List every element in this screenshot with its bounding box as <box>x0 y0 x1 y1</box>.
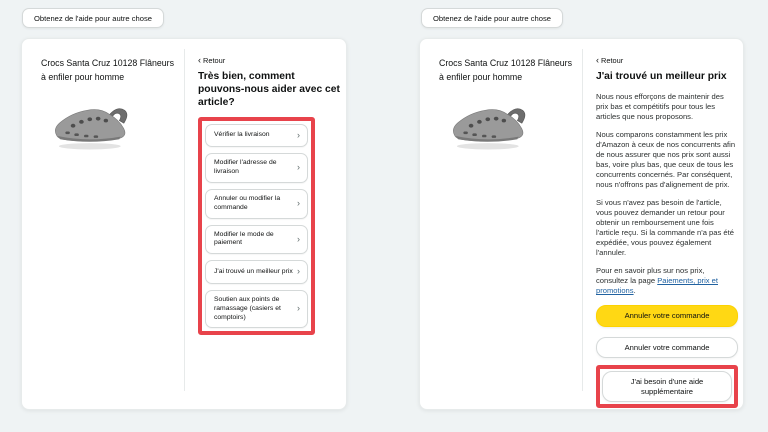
paragraph-learn-more <box>596 266 738 296</box>
chevron-right-icon: › <box>297 129 300 140</box>
chevron-right-icon: › <box>297 303 300 314</box>
back-link[interactable] <box>596 56 738 65</box>
option-cancel-modify-order[interactable]: Annuler ou modifier la commande › <box>205 189 308 219</box>
chevron-right-icon: › <box>297 266 300 277</box>
product-title: Crocs Santa Cruz 10128 Flâneurs à enfiler pour homme <box>439 58 572 83</box>
vertical-divider <box>582 49 583 391</box>
option-change-address[interactable]: Modifier l'adresse de livraison › <box>205 153 308 183</box>
paragraph-price-comparison: Nous comparons constamment les prix d'Amazon à ceux de nos concurrents afin de nous assurer que nos prix sont aussi bas, voire plus bas, que ceux de tous les concurrents concernés. Par conséquent, nous n'offrons pas d'alignement de prix. <box>596 130 736 190</box>
product-image-crocs-icon <box>51 100 135 159</box>
product-title: Crocs Santa Cruz 10128 Flâneurs à enfiler pour homme <box>41 58 174 83</box>
better-price-card <box>419 38 744 410</box>
cancel-order-primary-button[interactable]: Annuler votre commande <box>596 305 738 326</box>
product-summary <box>41 56 178 159</box>
get-help-other-button[interactable]: Obtenez de l'aide pour autre chose <box>22 8 164 28</box>
option-change-payment[interactable]: Modifier le mode de paiement › <box>205 225 308 255</box>
product-image-crocs-icon <box>449 100 533 159</box>
option-pickup-support[interactable]: Soutien aux points de ramassage (casiers et comptoirs) › <box>205 290 308 328</box>
better-price-content <box>596 56 738 408</box>
better-price-heading: J'ai trouvé un meilleur prix <box>596 71 727 82</box>
cancel-order-secondary-button[interactable]: Annuler votre commande <box>596 337 738 358</box>
payments-pricing-promotions-link[interactable]: Paiements, prix et promotions <box>596 276 718 296</box>
vertical-divider <box>184 49 185 391</box>
learn-more-prefix: Pour en savoir plus sur nos prix, consultez la page <box>596 266 705 286</box>
help-options-card <box>21 38 347 410</box>
help-heading: Très bien, comment pouvons-nous aider avec cet article? <box>198 71 340 109</box>
need-more-help-button[interactable]: J'ai besoin d'une aide supplémentaire <box>602 371 732 402</box>
back-label: Retour <box>203 56 226 65</box>
paragraph-low-prices: Nous nous efforçons de maintenir des prix bas et compétitifs pour tous les articles que nous proposons. <box>596 92 724 122</box>
back-link[interactable] <box>198 56 340 65</box>
help-options-content <box>198 56 340 335</box>
chevron-right-icon: › <box>297 162 300 173</box>
highlight-box-options <box>198 117 315 336</box>
back-chevron-icon: ‹ <box>198 55 201 65</box>
back-chevron-icon: ‹ <box>596 55 599 65</box>
product-summary <box>439 56 576 159</box>
option-found-better-price[interactable]: J'ai trouvé un meilleur prix › <box>205 260 308 284</box>
chevron-right-icon: › <box>297 197 300 208</box>
back-label: Retour <box>601 56 624 65</box>
learn-more-suffix: . <box>633 286 636 296</box>
chevron-right-icon: › <box>297 233 300 244</box>
highlight-box-need-help <box>596 365 738 408</box>
option-verify-delivery[interactable]: Vérifier la livraison › <box>205 124 308 148</box>
paragraph-return-refund: Si vous n'avez pas besoin de l'article, vous pouvez demander un retour pour obtenir un remboursement une fois l'article reçu. Si la commande n'a pas été expédiée, vous pouvez également l'annuler. <box>596 198 734 258</box>
get-help-other-button[interactable]: Obtenez de l'aide pour autre chose <box>421 8 563 28</box>
